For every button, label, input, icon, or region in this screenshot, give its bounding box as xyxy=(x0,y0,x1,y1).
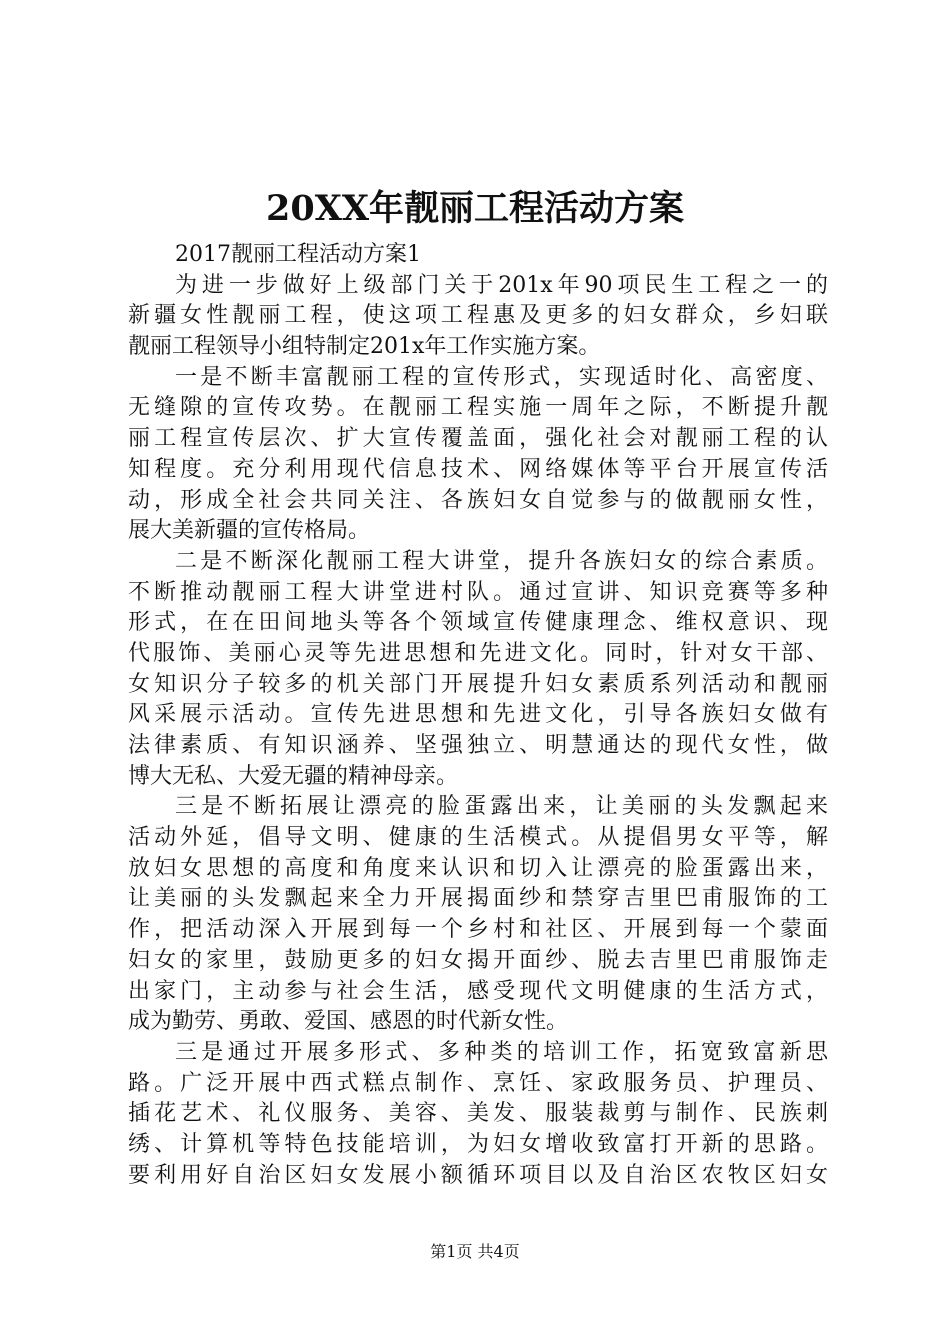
paragraph-line: 让美丽的头发飘起来全力开展揭面纱和禁穿吉里巴甫服饰的工 xyxy=(128,886,828,912)
page-footer: 第1页 共4页 xyxy=(430,1242,520,1261)
paragraph-line: 形式，在在田间地头等各个领域宣传健康理念、维权意识、现 xyxy=(128,610,828,636)
paragraph-line: 女知识分子较多的机关部门开展提升妇女素质系列活动和靓丽 xyxy=(128,671,828,697)
paragraph-line: 动，形成全社会共同关注、各族妇女自觉参与的做靓丽女性， xyxy=(128,487,828,513)
paragraph-line: 博大无私、大爱无疆的精神母亲。 xyxy=(128,763,459,789)
document-title: 20XX年靓丽工程活动方案 xyxy=(265,188,685,229)
paragraph-line: 展大美新疆的宣传格局。 xyxy=(128,518,371,544)
paragraph-line: 活动外延，倡导文明、健康的生活模式。从提倡男女平等，解 xyxy=(128,825,828,851)
paragraph-line: 法律素质、有知识涵养、坚强独立、明慧通达的现代女性，做 xyxy=(128,733,828,758)
paragraph-line: 新疆女性靓丽工程，使这项工程惠及更多的妇女群众，乡妇联 xyxy=(128,303,828,329)
paragraph-line: 放妇女思想的高度和角度来认识和切入让漂亮的脸蛋露出来， xyxy=(128,855,828,881)
paragraph-line: 插花艺术、礼仪服务、美容、美发、服装裁剪与制作、民族刺 xyxy=(128,1101,828,1127)
paragraph-line: 三是通过开展多形式、多种类的培训工作，拓宽致富新思 xyxy=(175,1039,828,1065)
paragraph-line: 靓丽工程领导小组特制定201x年工作实施方案。 xyxy=(128,334,601,360)
paragraph-line: 三是不断拓展让漂亮的脸蛋露出来，让美丽的头发飘起来 xyxy=(175,794,828,820)
paragraph-line: 风采展示活动。宣传先进思想和先进文化，引导各族妇女做有 xyxy=(128,702,828,728)
paragraph-line: 知程度。充分利用现代信息技术、网络媒体等平台开展宣传活 xyxy=(128,456,828,482)
paragraph-line: 为进一步做好上级部门关于201x年90项民生工程之一的 xyxy=(175,272,828,298)
paragraph-line: 一是不断丰富靓丽工程的宣传形式，实现适时化、高密度、 xyxy=(175,364,828,390)
paragraph-line: 绣、计算机等特色技能培训，为妇女增收致富打开新的思路。 xyxy=(128,1131,828,1157)
paragraph-line: 出家门，主动参与社会生活，感受现代文明健康的生活方式， xyxy=(128,978,828,1004)
paragraph-line: 不断推动靓丽工程大讲堂进村队。通过宣讲、知识竞赛等多种 xyxy=(128,579,828,605)
paragraph-line: 二是不断深化靓丽工程大讲堂，提升各族妇女的综合素质。 xyxy=(175,548,828,574)
paragraph-line: 作，把活动深入开展到每一个乡村和社区、开展到每一个蒙面 xyxy=(128,917,828,943)
paragraph-line: 成为勤劳、勇敢、爱国、感恩的时代新女性。 xyxy=(128,1009,569,1035)
paragraph-line: 代服饰、美丽心灵等先进思想和先进文化。同时，针对女干部、 xyxy=(128,640,828,666)
paragraph-line: 妇女的家里，鼓励更多的妇女揭开面纱、脱去吉里巴甫服饰走 xyxy=(128,947,828,973)
paragraph-line: 路。广泛开展中西式糕点制作、烹饪、家政服务员、护理员、 xyxy=(128,1070,828,1096)
paragraph-line: 丽工程宣传层次、扩大宣传覆盖面，强化社会对靓丽工程的认 xyxy=(128,426,828,452)
paragraph-line: 要利用好自治区妇女发展小额循环项目以及自治区农牧区妇女 xyxy=(128,1162,828,1188)
document-subtitle: 2017靓丽工程活动方案1 xyxy=(175,242,421,267)
document-body xyxy=(128,240,828,1191)
paragraph-line: 无缝隙的宣传攻势。在靓丽工程实施一周年之际，不断提升靓 xyxy=(128,395,828,421)
